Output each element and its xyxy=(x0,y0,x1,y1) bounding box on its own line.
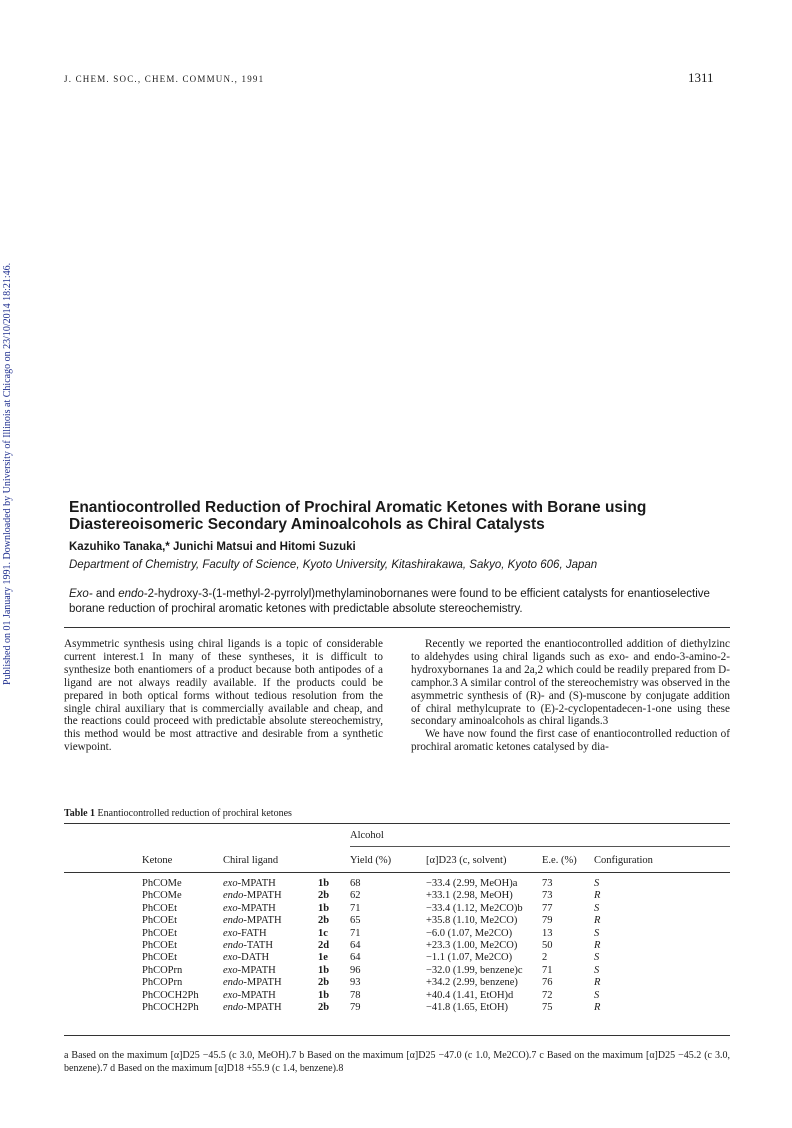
cell-ketone: PhCOMe xyxy=(142,878,182,889)
header-configuration: Configuration xyxy=(594,855,653,866)
ligand-prefix: endo xyxy=(223,977,244,989)
cell-ligand xyxy=(223,940,273,951)
table-top-rule xyxy=(64,823,730,824)
cell-yield: 93 xyxy=(350,977,361,989)
cell-ketone: PhCOEt xyxy=(142,927,178,939)
cell-ligand xyxy=(223,952,269,963)
table-label: Table 1 xyxy=(64,808,96,819)
ligand-name: -MPATH xyxy=(243,1002,282,1013)
cell-rotation: −33.4 (2.99, MeOH)a xyxy=(426,878,518,889)
alcohol-group-header: Alcohol xyxy=(350,830,384,841)
body-column-right xyxy=(411,638,730,754)
cell-ketone: PhCOPrn xyxy=(142,977,183,989)
header-ee: E.e. (%) xyxy=(542,855,577,866)
ligand-prefix: exo xyxy=(223,902,238,914)
cell-code: 1b xyxy=(318,878,330,889)
abstract-divider xyxy=(64,627,730,628)
cell-ee: 75 xyxy=(542,1002,553,1013)
cell-rotation: +33.1 (2.98, MeOH) xyxy=(426,890,513,902)
cell-code: 2b xyxy=(318,1002,330,1013)
cell-rotation: −41.8 (1.65, EtOH) xyxy=(426,1002,509,1013)
cell-ee: 73 xyxy=(542,878,553,889)
cell-yield: 96 xyxy=(350,964,361,976)
table-bottom-rule xyxy=(64,1035,730,1036)
cell-ligand xyxy=(223,903,276,914)
ligand-name: -MPATH xyxy=(237,989,276,1001)
alcohol-group-rule xyxy=(350,846,730,847)
ligand-name: -MPATH xyxy=(237,964,276,976)
cell-ee: 76 xyxy=(542,977,553,989)
table-row xyxy=(0,1002,792,1014)
affiliation: Department of Chemistry, Faculty of Science, Kyoto University, Kitashirakawa, Sakyo, Kyoto 606, Japan xyxy=(69,559,598,571)
ligand-name: -MPATH xyxy=(243,915,282,927)
abstract xyxy=(69,587,729,617)
cell-ee: 13 xyxy=(542,927,553,939)
cell-ketone: PhCOEt xyxy=(142,915,178,927)
cell-yield: 65 xyxy=(350,915,361,927)
cell-ee: 71 xyxy=(542,964,553,976)
article-title: Enantiocontrolled Reduction of Prochiral Aromatic Ketones with Borane using Diastereoisomeric Secondary Aminoalcohols as Chiral Catalysts xyxy=(69,499,647,533)
abstract-exo: Exo- xyxy=(69,588,93,600)
cell-code: 2d xyxy=(318,940,330,951)
table-row xyxy=(0,977,792,989)
table-row xyxy=(0,965,792,977)
ligand-name: -TATH xyxy=(243,940,273,951)
cell-ee: 72 xyxy=(542,989,553,1001)
ligand-prefix: endo xyxy=(223,1002,244,1013)
cell-ketone: PhCOCH2Ph xyxy=(142,1002,199,1013)
table-caption xyxy=(64,808,292,819)
page-number: 1311 xyxy=(688,70,714,85)
ligand-prefix: exo xyxy=(223,952,238,964)
cell-ligand xyxy=(223,990,276,1001)
cell-ligand xyxy=(223,965,276,976)
cell-code: 1b xyxy=(318,989,330,1001)
ligand-prefix: endo xyxy=(223,940,244,951)
cell-code: 2b xyxy=(318,977,330,989)
header-yield: Yield (%) xyxy=(350,855,392,866)
cell-yield: 64 xyxy=(350,940,361,951)
author-list: Kazuhiko Tanaka,* Junichi Matsui and Hitomi Suzuki xyxy=(69,541,356,553)
cell-ee: 50 xyxy=(542,940,553,951)
cell-config: R xyxy=(594,940,601,951)
abstract-endo: endo xyxy=(118,588,144,600)
ligand-prefix: exo xyxy=(223,989,238,1001)
table-row xyxy=(0,990,792,1002)
cell-ee: 77 xyxy=(542,902,553,914)
ligand-prefix: endo xyxy=(223,915,244,927)
running-head: J. CHEM. SOC., CHEM. COMMUN., 1991 xyxy=(64,74,265,84)
cell-yield: 62 xyxy=(350,890,361,902)
cell-ligand xyxy=(223,890,282,901)
cell-code: 1e xyxy=(318,952,328,964)
cell-rotation: +23.3 (1.00, Me2CO) xyxy=(426,940,518,951)
cell-config: S xyxy=(594,927,600,939)
cell-rotation: −6.0 (1.07, Me2CO) xyxy=(426,927,513,939)
cell-ketone: PhCOMe xyxy=(142,890,182,902)
cell-code: 1c xyxy=(318,927,328,939)
cell-rotation: −33.4 (1.12, Me2CO)b xyxy=(426,902,523,914)
table-row xyxy=(0,915,792,927)
table-row xyxy=(0,878,792,890)
cell-ketone: PhCOEt xyxy=(142,940,178,951)
cell-ligand xyxy=(223,1002,282,1013)
cell-yield: 68 xyxy=(350,878,361,889)
ligand-prefix: exo xyxy=(223,927,238,939)
cell-rotation: +34.2 (2.99, benzene) xyxy=(426,977,518,989)
cell-config: S xyxy=(594,902,600,914)
table-row xyxy=(0,928,792,940)
table-row xyxy=(0,940,792,952)
ligand-name: -MPATH xyxy=(237,902,276,914)
cell-config: S xyxy=(594,964,600,976)
cell-rotation: −32.0 (1.99, benzene)c xyxy=(426,964,523,976)
ligand-prefix: exo xyxy=(223,964,238,976)
cell-ketone: PhCOEt xyxy=(142,902,178,914)
cell-yield: 71 xyxy=(350,902,361,914)
cell-yield: 79 xyxy=(350,1002,361,1013)
cell-config: R xyxy=(594,977,601,989)
abstract-and: and xyxy=(92,588,119,600)
cell-ee: 73 xyxy=(542,890,553,902)
cell-code: 1b xyxy=(318,964,330,976)
table-title: Enantiocontrolled reduction of prochiral ketones xyxy=(95,808,292,819)
ligand-name: -FATH xyxy=(237,927,267,939)
table-row xyxy=(0,903,792,915)
table-header-rule xyxy=(64,872,730,873)
ligand-prefix: exo xyxy=(223,878,238,889)
body-paragraph: Recently we reported the enantiocontrolled addition of diethylzinc to aldehydes using chiral ligands such as exo- and endo-3-amino-2-hydroxybornanes 1a and 2a,2 which could be readily prepared from D-camphor.3 A similar control of the stereochemistry was observed in the asymmetric synthesis of (R)- and (S)-muscone by conjugate addition of chiral methylcuprate to (E)-2-cyclopentadecen-1-one using these secondary aminoalcohols as chiral ligands.3 xyxy=(411,638,730,728)
cell-code: 2b xyxy=(318,915,330,927)
cell-config: S xyxy=(594,989,600,1001)
table-row xyxy=(0,952,792,964)
ligand-name: -DATH xyxy=(237,952,270,964)
ligand-name: -MPATH xyxy=(237,878,276,889)
cell-rotation: +35.8 (1.10, Me2CO) xyxy=(426,915,518,927)
cell-ketone: PhCOCH2Ph xyxy=(142,989,199,1001)
cell-code: 2b xyxy=(318,890,330,902)
cell-config: S xyxy=(594,952,600,964)
cell-config: R xyxy=(594,915,601,927)
cell-ligand xyxy=(223,878,276,889)
cell-yield: 64 xyxy=(350,952,361,964)
cell-config: S xyxy=(594,878,600,889)
table-footnote: a Based on the maximum [α]D25 −45.5 (c 3.0, MeOH).7 b Based on the maximum [α]D25 −47.0 (c 1.0, Me2CO).7 c Based on the maximum [α]D25 −45.2 (c 3.0, benzene).7 d Based on the maximum [α]D18 +55.9 (c 1.4, benzene).8 xyxy=(64,1050,730,1074)
cell-ketone: PhCOEt xyxy=(142,952,178,964)
ligand-name: -MPATH xyxy=(243,890,282,902)
header-rotation: [α]D23 (c, solvent) xyxy=(426,855,507,866)
body-paragraph: We have now found the first case of enantiocontrolled reduction of prochiral aromatic ketones catalysed by dia- xyxy=(411,728,730,754)
ligand-prefix: endo xyxy=(223,890,244,902)
cell-yield: 78 xyxy=(350,989,361,1001)
cell-ligand xyxy=(223,928,267,939)
ligand-name: -MPATH xyxy=(243,977,282,989)
cell-yield: 71 xyxy=(350,927,361,939)
cell-rotation: −1.1 (1.07, Me2CO) xyxy=(426,952,513,964)
cell-ligand xyxy=(223,915,282,926)
cell-ligand xyxy=(223,977,282,988)
header-ligand: Chiral ligand xyxy=(223,855,279,866)
header-ketone: Ketone xyxy=(142,855,173,866)
cell-config: R xyxy=(594,1002,601,1013)
abstract-rest: -2-hydroxy-3-(1-methyl-2-pyrrolyl)methylaminobornanes were found to be efficient catalysts for enantioselective borane reduction of prochiral aromatic ketones with predictable absolute stereochemistry. xyxy=(69,588,710,615)
cell-code: 1b xyxy=(318,902,330,914)
cell-config: R xyxy=(594,890,601,902)
body-column-left xyxy=(64,638,383,754)
cell-ee: 2 xyxy=(542,952,548,964)
cell-ee: 79 xyxy=(542,915,553,927)
cell-ketone: PhCOPrn xyxy=(142,964,183,976)
download-watermark[interactable]: Published on 01 January 1991. Downloaded by University of Illinois at Chicago on 23/10/2014 18:21:46. xyxy=(2,262,13,685)
cell-rotation: +40.4 (1.41, EtOH)d xyxy=(426,989,514,1001)
body-paragraph: Asymmetric synthesis using chiral ligands is a topic of considerable current interest.1 In many of these syntheses, it is difficult to synthesize both enantiomers of a product because both antipodes of a ligand are not always readily available. If the products could be prepared in both optical forms without tedious resolution from the single chiral auxiliary that is commercially available and cheap, and the reactions could proceed with predictable absolute stereochemistry, this method would be most attractive and desirable from a synthetic viewpoint. xyxy=(64,638,383,754)
table-row xyxy=(0,890,792,902)
